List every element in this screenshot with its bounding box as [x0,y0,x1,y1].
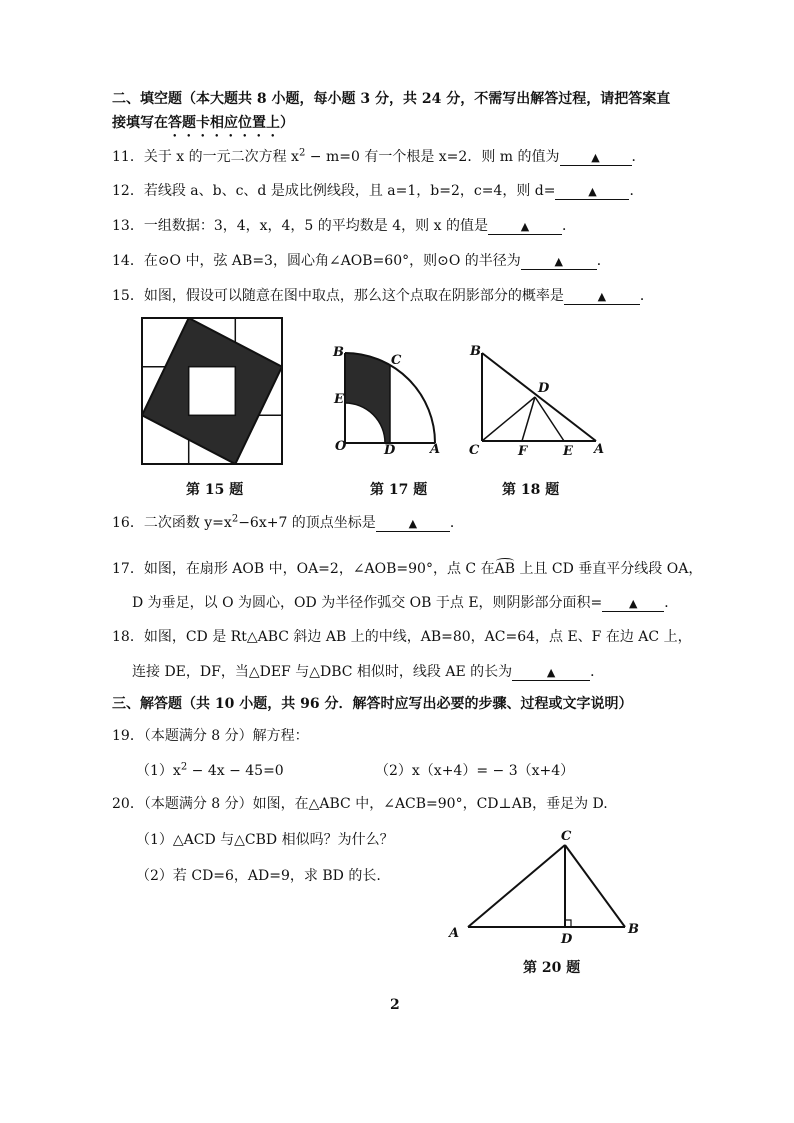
question-16 [112,512,464,532]
page-number: 2 [390,997,400,1013]
q16-text-a: 16．二次函数 y=x [112,515,232,531]
triangle-icon: ▲ [546,666,556,679]
q14-answer-blank[interactable] [521,253,597,270]
triangle-icon: ▲ [520,220,530,233]
question-17-line1 [112,558,702,578]
q12-text: 12．若线段 a、b、c、d 是成比例线段，且 a=1，b=2，c=4，则 d= [112,183,556,199]
q17-text-a: 17．如图，在扇形 AOB 中，OA=2，∠AOB=90°，点 C 在 [112,561,495,577]
question-20-head: 20．（本题满分 8 分）如图，在△ABC 中，∠ACB=90°，CD⊥AB，垂足为 D. [112,796,608,812]
fig18-label-c: C [469,443,480,458]
q18-text: 连接 DE，DF，当△DEF 与△DBC 相似时，线段 AE 的长为 [132,664,513,680]
triangle-icon: ▲ [591,151,600,164]
triangle-icon: ▲ [629,597,638,610]
q17-text-b: 上且 CD 垂直平分线段 OA， [515,561,703,577]
q15-end: ． [639,288,654,304]
q16-text-b: −6x+7 的顶点坐标是 [238,515,376,531]
fig17-label-o: O [335,439,347,454]
question-20-part1: （1）△ACD 与△CBD 相似吗？为什么？ [136,832,394,848]
question-19-head: 19．（本题满分 8 分）解方程： [112,728,309,744]
q14-end: ． [596,253,611,269]
fig17-label-c: C [391,353,402,368]
question-18-line2 [132,661,604,681]
q11-text-b: − m=0 有一个根是 x=2．则 m 的值为 [305,149,560,165]
q17-end: ． [664,595,679,611]
question-18-line1: 18．如图，CD 是 Rt△ABC 斜边 AB 上的中线，AB=80，AC=64，点 E、F 在边 AC 上， [112,629,692,645]
section-3-title: 三、解答题（共 10 小题，共 96 分．解答时应写出必要的步骤、过程或文字说明） [112,696,633,712]
caption-figure-15: 第 15 题 [186,482,244,498]
section-2-title-line1: 二、填空题（本大题共 8 小题，每小题 3 分，共 24 分，不需写出解答过程，请把答案直 [112,91,671,107]
question-11 [112,146,646,166]
section-2-title-part-c: ） [280,115,294,131]
fig20-label-d: D [561,932,573,947]
triangle-icon: ▲ [597,290,607,303]
q15-text: 15．如图，假设可以随意在图中取点，那么这个点取在阴影部分的概率是 [112,288,564,304]
q13-text: 13．一组数据：3，4，x，4，5 的平均数是 4，则 x 的值是 [112,218,488,234]
fig18-label-d: D [538,381,550,396]
fig18-label-a: A [594,442,605,457]
fig17-label-d: D [384,443,396,458]
q14-text: 14．在⊙O 中，弦 AB=3，圆心角∠AOB=60°，则⊙O 的半径为 [112,253,521,269]
figure-20-triangle [455,840,635,932]
q13-end: ． [561,218,576,234]
section-2-title-emphasis: 答题卡相应位置上 [168,115,280,131]
triangle-icon: ▲ [408,517,418,530]
figure-17-sector [330,345,440,455]
fig20-label-c: C [561,829,572,844]
q19-p1-text-b: − 4x − 45=0 [187,763,284,779]
q11-end: ． [631,149,646,165]
q11-text-a: 11．关于 x 的一元二次方程 x [112,149,299,165]
fig18-label-f: F [518,444,528,459]
fig18-label-b: B [470,344,481,359]
section-2-title-line2 [112,112,294,140]
q12-end: ． [629,183,644,199]
fig20-label-a: A [449,926,460,941]
question-15 [112,285,654,305]
caption-figure-18: 第 18 题 [502,482,560,498]
question-12 [112,180,643,200]
arc-ab: AB [494,561,515,577]
q18-end: ． [590,664,605,680]
caption-figure-17: 第 17 题 [370,482,428,498]
question-14 [112,250,611,270]
q15-answer-blank[interactable] [564,288,640,305]
question-20-part2: （2）若 CD=6，AD=9，求 BD 的长. [136,868,381,884]
question-19-part2: （2）x（x+4）= − 3（x+4） [375,763,575,779]
question-19-part1 [136,760,284,780]
fig17-label-e: E [334,392,344,407]
inner-white-square [189,367,236,416]
question-13 [112,215,576,235]
q16-end: ． [449,515,464,531]
q13-answer-blank[interactable] [488,218,562,235]
q19-p1-sup: 2 [180,761,188,773]
triangle-icon: ▲ [588,185,597,198]
question-17-line2 [132,592,678,612]
fig17-label-b: B [333,345,344,360]
fig17-label-a: A [430,442,441,457]
fig20-label-b: B [628,922,639,937]
q12-answer-blank[interactable] [555,183,629,200]
q19-p1-text-a: （1）x [136,763,181,779]
q16-answer-blank[interactable] [376,515,450,532]
q11-answer-blank[interactable] [560,149,632,166]
q11-sup: 2 [298,147,306,159]
fig18-label-e: E [563,444,573,459]
figure-15-grid [141,317,283,465]
section-2-title-part-a: 接填写在 [112,115,168,131]
q17-text-c: D 为垂足，以 O 为圆心，OD 为半径作弧交 OB 于点 E，则阴影部分面积= [132,595,603,611]
figure-18-triangle [472,345,602,450]
q16-sup: 2 [231,513,239,525]
triangle-icon: ▲ [554,255,564,268]
caption-figure-20: 第 20 题 [523,960,581,976]
q18-answer-blank[interactable] [512,664,590,681]
q17-answer-blank[interactable] [602,595,664,612]
